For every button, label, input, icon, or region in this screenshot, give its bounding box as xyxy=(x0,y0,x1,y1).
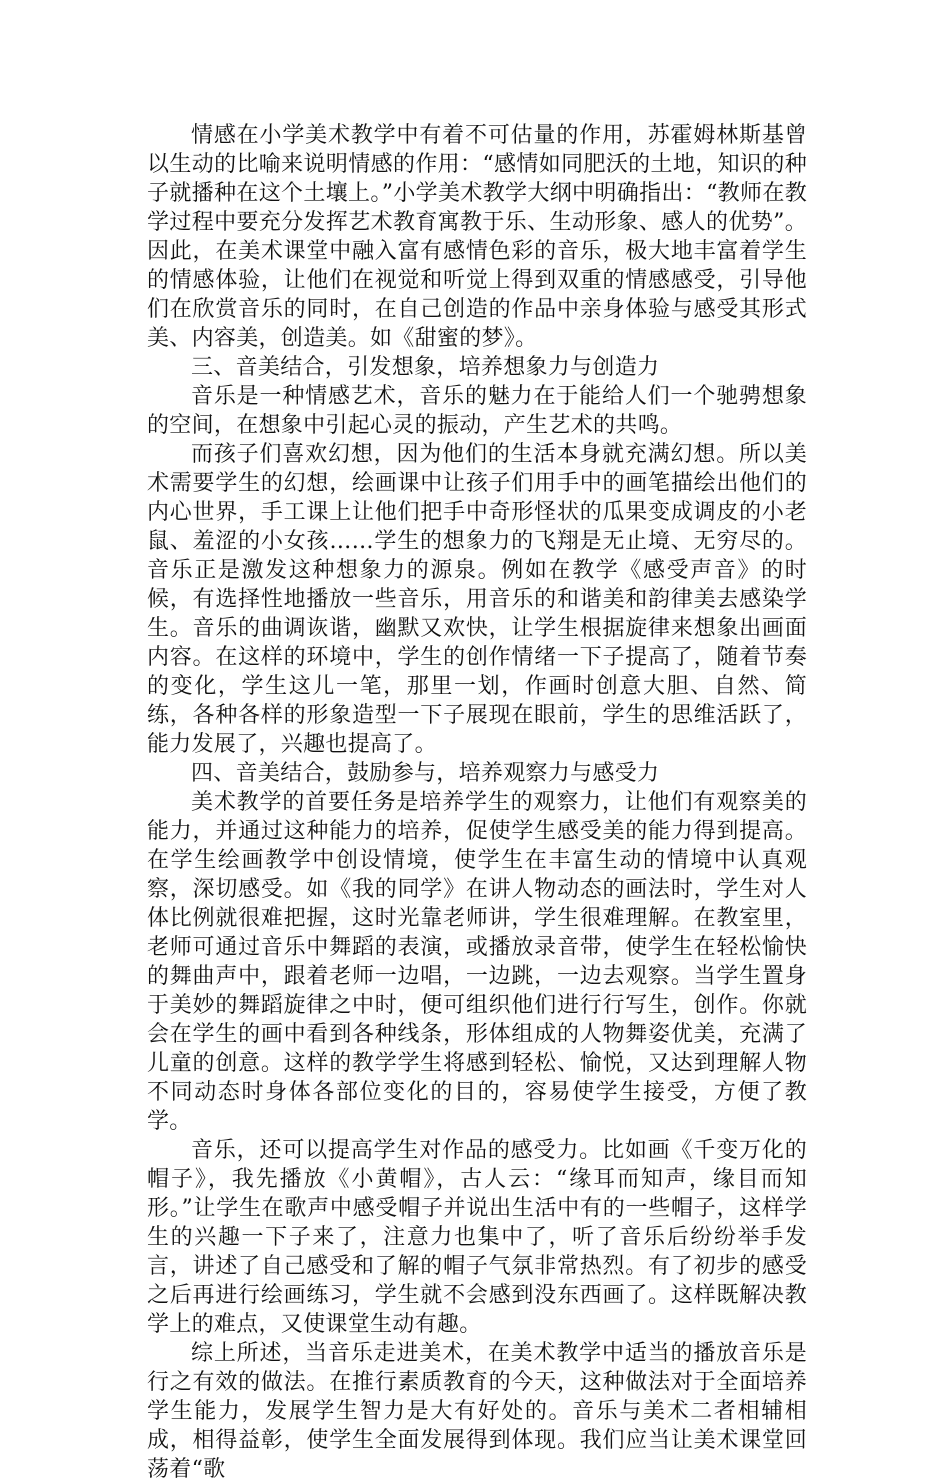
paragraph-perception: 音乐，还可以提高学生对作品的感受力。比如画《千变万化的帽子》，我先播放《小黄帽》，古人云：“缘耳而知声，缘目而知形。”让学生在歌声中感受帽子并说出生活中有的一些帽子，这样学生的兴趣一下子来了，注意力也集中了，听了音乐后纷纷举手发言，讲述了自己感受和了解的帽子气氛非常热烈。有了初步的感受之后再进行绘画练习，学生就不会感到没东西画了。这样既解决教学上的难点，又使课堂生动有趣。 xyxy=(147,1138,807,1337)
section-heading-3: 三、音美结合，引发想象，培养想象力与创造力 xyxy=(191,355,660,380)
paragraph-emotion: 情感在小学美术教学中有着不可估量的作用，苏霍姆林斯基曾以生动的比喻来说明情感的作用：“感情如同肥沃的土地，知识的种子就播种在这个土壤上。”小学美术教学大纲中明确指出：“教师在教学过程中要充分发挥艺术教育寓教于乐、生动形象、感人的优势”。因此，在美术课堂中融入富有感情色彩的音乐，极大地丰富着学生的情感体验，让他们在视觉和听觉上得到双重的情感感受，引导他们在欣赏音乐的同时，在自己创造的作品中亲身体验与感受其形式美、内容美，创造美。如《甜蜜的梦》。 xyxy=(147,123,807,351)
paragraph-observation: 美术教学的首要任务是培养学生的观察力，让他们有观察美的能力，并通过这种能力的培养，促使学生感受美的能力得到提高。在学生绘画教学中创设情境，使学生在丰富生动的情境中认真观察，深切感受。如《我的同学》在讲人物动态的画法时，学生对人体比例就很难把握，这时光靠老师讲，学生很难理解。在教室里，老师可通过音乐中舞蹈的表演，或播放录音带，使学生在轻松愉快的舞曲声中，跟着老师一边唱，一边跳，一边去观察。当学生置身于美妙的舞蹈旋律之中时，便可组织他们进行行写生，创作。你就会在学生的画中看到各种线条，形体组成的人物舞姿优美，充满了儿童的创意。这样的教学学生将感到轻松、愉悦，又达到理解人物不同动态时身体各部位变化的目的，容易使学生接受，方便了教学。 xyxy=(147,790,807,1134)
paragraph-conclusion: 综上所述，当音乐走进美术，在美术教学中适当的播放音乐是行之有效的做法。在推行素质教育的今天，这种做法对于全面培养学生能力，发展学生智力是大有好处的。音乐与美术二者相辅相成，相得益彰，使学生全面发展得到体现。我们应当让美术课堂回荡着“歌 xyxy=(147,1341,807,1482)
paragraph-children-fantasy: 而孩子们喜欢幻想，因为他们的生活本身就充满幻想。所以美术需要学生的幻想，绘画课中让孩子们用手中的画笔描绘出他们的内心世界，手工课上让他们把手中奇形怪状的瓜果变成调皮的小老鼠、羞涩的小女孩……学生的想象力的飞翔是无止境、无穷尽的。音乐正是激发这种想象力的源泉。例如在教学《感受声音》的时候，有选择性地播放一些音乐，用音乐的和谐美和韵律美去感染学生。音乐的曲调诙谐，幽默又欢快，让学生根据旋律来想象出画面内容。在这样的环境中，学生的创作情绪一下子提高了，随着节奏的变化，学生这儿一笔，那里一划，作画时创意大胆、自然、简练，各种各样的形象造型一下子展现在眼前，学生的思维活跃了，能力发展了，兴趣也提高了。 xyxy=(147,442,807,757)
document-body xyxy=(147,121,807,1484)
section-heading-4: 四、音美结合，鼓励参与，培养观察力与感受力 xyxy=(191,761,660,786)
paragraph-music-imagination: 音乐是一种情感艺术，音乐的魅力在于能给人们一个驰骋想象的空间，在想象中引起心灵的振动，产生艺术的共鸣。 xyxy=(147,384,807,438)
